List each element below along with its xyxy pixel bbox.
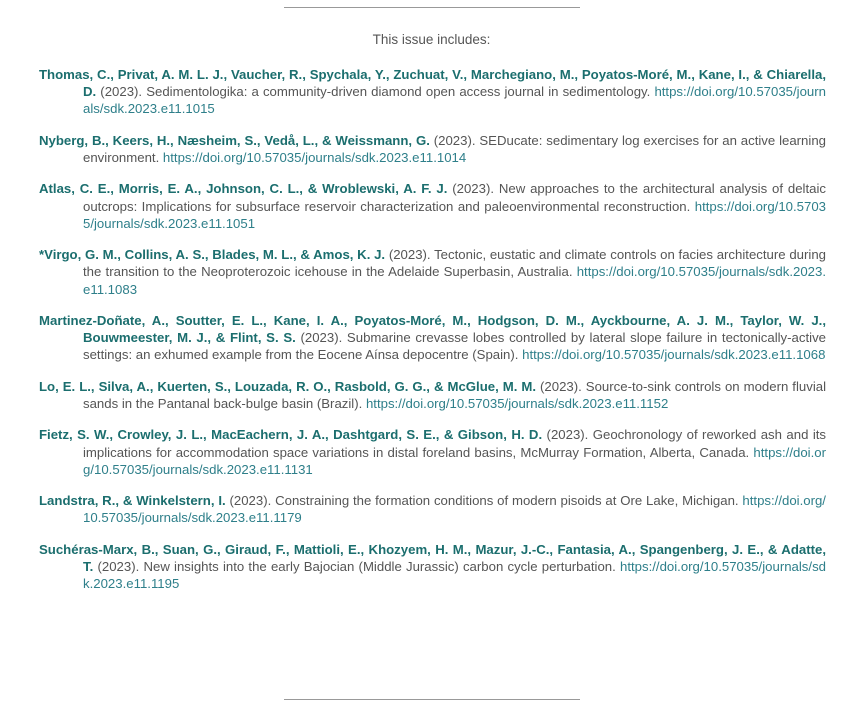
reference-details: (2023). Source-to-sink controls on modern fluvial sands in the Pantanal back-bulge basin (Brazil). — [83, 378, 827, 411]
reference-details: (2023). SEDucate: sedimentary log exercises for an active learning environment. — [83, 132, 826, 165]
reference-details: (2023). Tectonic, eustatic and climate controls on facies architecture during the transition to the Neoproterozoic icehouse in the Adelaide Superbasin, Australia. — [83, 247, 826, 280]
reference-item — [39, 426, 826, 478]
reference-item — [39, 378, 826, 412]
reference-doi-link[interactable]: https://doi.org/10.57035/journals/sdk.2023.e11.1015 — [83, 84, 826, 117]
issue-heading: This issue includes: — [372, 32, 491, 47]
reference-details: (2023). Geochronology of reworked ash and its implications for accommodation space variations in distal foreland basins, McMurray Formation, Alberta, Canada. — [83, 427, 827, 460]
reference-item — [39, 246, 826, 298]
reference-list — [39, 66, 826, 607]
reference-item — [39, 180, 826, 232]
reference-authors: Virgo, G. M., Collins, A. S., Blades, M. L., & Amos, K. J. — [44, 247, 386, 263]
reference-item — [39, 132, 826, 166]
reference-authors: Nyberg, B., Keers, H., Næsheim, S., Vedå, L., & Weissmann, G. — [39, 132, 430, 148]
reference-authors: Atlas, C. E., Morris, E. A., Johnson, C. L., & Wroblewski, A. F. J. — [39, 181, 448, 197]
reference-item — [39, 312, 826, 364]
reference-authors: Martinez-Doñate, A., Soutter, E. L., Kane, I. A., Poyatos-Moré, M., Hodgson, D. M., Ayckbourne, A. J. M., Taylor, W. J., Bouwmeester, M. J., & Flint, S. S. — [39, 312, 826, 346]
top-divider — [284, 7, 580, 8]
reference-doi-link[interactable]: https://doi.org/10.57035/journals/sdk.2023.e11.1152 — [365, 395, 669, 411]
reference-authors: Thomas, C., Privat, A. M. L. J., Vaucher, R., Spychala, Y., Zuchuat, V., Marchegiano, M., Poyatos-Moré, M., Kane, I., & Chiarella, D. — [39, 67, 826, 100]
reference-doi-link[interactable]: https://doi.org/10.57035/journals/sdk.2023.e11.1131 — [83, 444, 826, 477]
reference-doi-link[interactable]: https://doi.org/10.57035/journals/sdk.2023.e11.1179 — [83, 493, 826, 526]
reference-authors: Lo, E. L., Silva, A., Kuerten, S., Louzada, R. O., Rasbold, G. G., & McGlue, M. M. — [39, 378, 537, 394]
reference-authors: Suchéras-Marx, B., Suan, G., Giraud, F., Mattioli, E., Khozyem, H. M., Mazur, J.-C., Fantasia, A., Spangenberg, J. E., & Adatte, T. — [39, 541, 826, 574]
reference-item — [39, 66, 826, 118]
bottom-divider — [284, 699, 580, 700]
reference-details: (2023). Constraining the formation conditions of modern pisoids at Ore Lake, Michigan. — [225, 493, 743, 509]
reference-authors: Landstra, R., & Winkelstern, I. — [39, 493, 226, 509]
reference-doi-link[interactable]: https://doi.org/10.57035/journals/sdk.2023.e11.1068 — [522, 347, 826, 363]
reference-details: (2023). Submarine crevasse lobes controlled by lateral slope failure in tectonically-active settings: an exhumed example from the Eocene Aínsa depocentre (Spain). — [83, 330, 826, 363]
reference-item — [39, 492, 826, 526]
reference-authors: Fietz, S. W., Crowley, J. L., MacEachern, J. A., Dashtgard, S. E., & Gibson, H. D. — [39, 427, 543, 443]
reference-details: (2023). New approaches to the architectural analysis of deltaic outcrops: Implications for subsurface reservoir characterization and paleoenvironmental reconstruction. — [83, 181, 826, 214]
reference-item — [39, 541, 826, 593]
reference-doi-link[interactable]: https://doi.org/10.57035/journals/sdk.2023.e11.1195 — [83, 558, 826, 592]
reference-doi-link[interactable]: https://doi.org/10.57035/journals/sdk.2023.e11.1014 — [162, 150, 467, 165]
reference-details: (2023). New insights into the early Bajocian (Middle Jurassic) carbon cycle perturbation. — [93, 558, 620, 574]
reference-details: (2023). Sedimentologika: a community-driven diamond open access journal in sedimentology. — [96, 84, 655, 100]
reference-doi-link[interactable]: https://doi.org/10.57035/journals/sdk.2023.e11.1051 — [83, 198, 826, 231]
reference-doi-link[interactable]: https://doi.org/10.57035/journals/sdk.2023.e11.1083 — [83, 264, 826, 297]
reference-marker: * — [39, 247, 45, 263]
